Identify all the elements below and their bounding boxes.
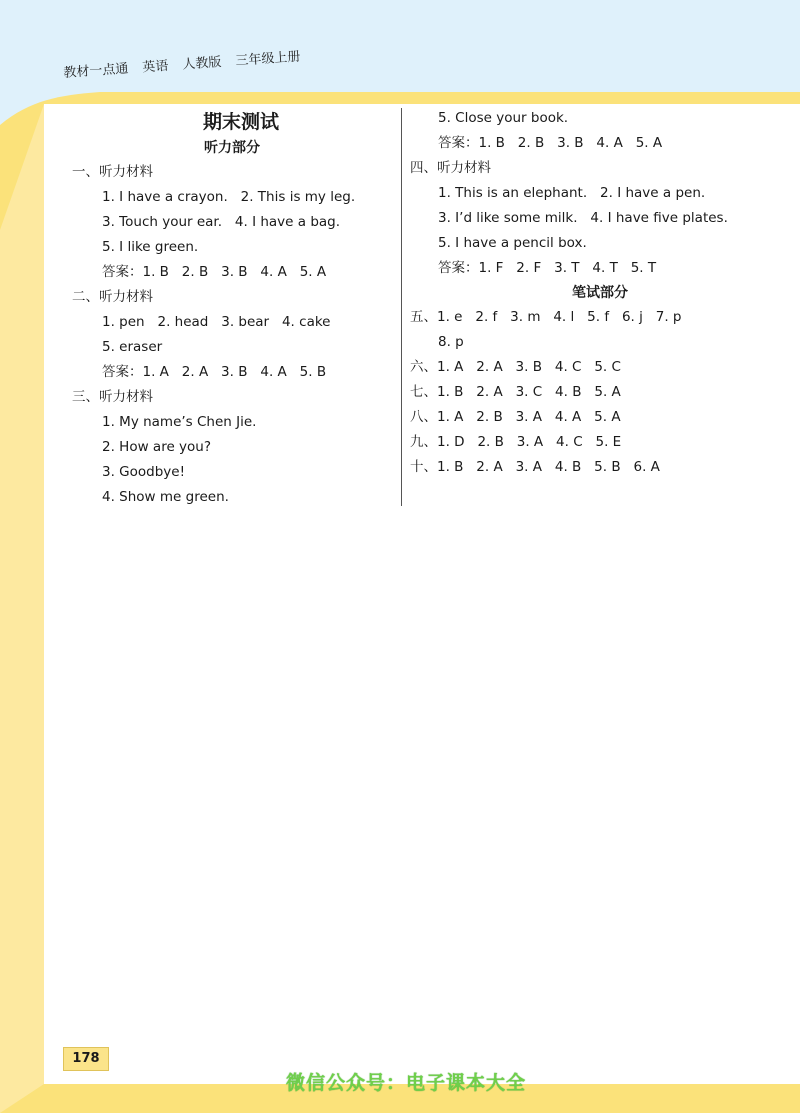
answer-line: 答案：1. B 2. B 3. B 4. A 5. A [102,264,327,280]
text-line: 5. I have a pencil box. [438,235,587,251]
text-line: 2. How are you? [102,439,212,455]
right-column [410,106,790,480]
answer-line: 六、1. A 2. A 3. B 4. C 5. C [410,359,621,375]
answer-line: 八、1. A 2. B 3. A 4. A 5. A [410,409,621,425]
text-line: 3. I’d like some milk. 4. I have five plates. [438,210,728,226]
text-line: 4. Show me green. [102,489,229,505]
answer-line: 答案：1. B 2. B 3. B 4. A 5. A [438,135,663,151]
page-number: 178 [63,1047,109,1071]
page-title: 期末测试 [202,111,279,133]
header-subject: 英语 [141,58,169,76]
answer-line: 五、1. e 2. f 3. m 4. l 5. f 6. j 7. p [410,309,682,325]
answer-line: 8. p [438,334,464,350]
header-book: 教材一点通 [62,61,129,81]
text-line: 5. I like green. [102,239,199,255]
text-line: 3. Goodbye! [102,464,185,480]
text-line: 1. This is an elephant. 2. I have a pen. [438,185,706,201]
watermark: 微信公众号：电子课本大全 [286,1072,527,1094]
text-line: 5. eraser [102,339,163,355]
text-line: 1. I have a crayon. 2. This is my leg. [102,189,356,205]
answer-line: 七、1. B 2. A 3. C 4. B 5. A [410,384,621,400]
text-line: 5. Close your book. [438,110,569,126]
section-heading: 一、听力材料 [72,164,153,180]
answer-line: 答案：1. F 2. F 3. T 4. T 5. T [438,260,657,276]
section-heading: 三、听力材料 [72,389,153,405]
text-line: 1. pen 2. head 3. bear 4. cake [102,314,331,330]
header-edition: 人教版 [181,54,222,73]
left-column [72,108,392,510]
section-heading: 二、听力材料 [72,289,153,305]
writing-heading: 笔试部分 [572,285,628,301]
answer-line: 答案：1. A 2. A 3. B 4. A 5. B [102,364,327,380]
answer-line: 九、1. D 2. B 3. A 4. C 5. E [410,434,622,450]
section-heading: 四、听力材料 [410,160,491,176]
answer-line: 十、1. B 2. A 3. A 4. B 5. B 6. A [410,459,660,475]
text-line: 3. Touch your ear. 4. I have a bag. [102,214,341,230]
column-divider [401,108,402,506]
header-grade: 三年级上册 [235,49,301,69]
listening-heading: 听力部分 [204,140,260,156]
text-line: 1. My name’s Chen Jie. [102,414,257,430]
